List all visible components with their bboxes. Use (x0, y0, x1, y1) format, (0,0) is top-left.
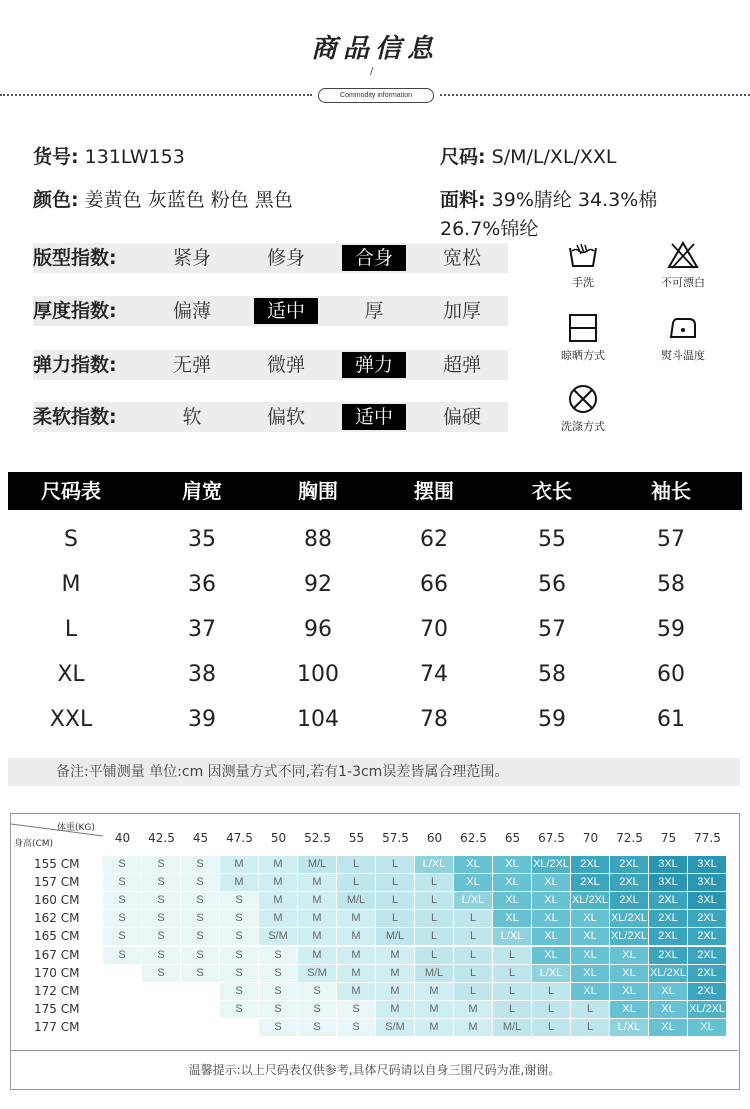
size-cell: S (259, 1019, 297, 1036)
size-table-cell: 57 (538, 617, 566, 642)
size-table-cell: 61 (657, 707, 685, 732)
size-cell: L (454, 910, 492, 927)
height-label: 175 CM (34, 1001, 80, 1016)
size-table-header-cell: 袖长 (651, 479, 691, 503)
size-cell: 2XL (688, 910, 726, 927)
size-cell: XL/2XL (532, 856, 570, 873)
size-cell: S (181, 892, 219, 909)
index-label: 柔软指数: (33, 406, 117, 428)
size-cell: M (337, 928, 375, 945)
size-cell: S (337, 1001, 375, 1018)
size-cell: XL (532, 892, 570, 909)
size-table-cell: 100 (297, 662, 339, 687)
size-cell: XL (454, 874, 492, 891)
height-label: 170 CM (34, 965, 80, 980)
care-label: 不可漂白 (661, 276, 705, 289)
size-cell: M (337, 910, 375, 927)
size-cell: XL (571, 928, 609, 945)
size-cell: S (142, 965, 180, 982)
care-label: 洗涤方式 (561, 420, 605, 433)
size-cell: S (220, 983, 258, 1000)
height-label: 165 CM (34, 929, 80, 944)
size-table-cell: 37 (188, 617, 216, 642)
size-cell: S (298, 1001, 336, 1018)
size-cell: 2XL (610, 856, 648, 873)
page-title: 商品信息 (310, 34, 439, 64)
size-cell: S (220, 928, 258, 945)
index-option: 适中 (342, 404, 406, 430)
size-cell: 3XL (688, 856, 726, 873)
size-cell: XL (610, 947, 648, 964)
size-cell: S (181, 874, 219, 891)
size-table-cell: 39 (188, 707, 216, 732)
size-cell: S (220, 1001, 258, 1018)
size-cell: 3XL (649, 874, 687, 891)
size-cell: M (415, 1001, 453, 1018)
size-cell: XL (610, 1001, 648, 1018)
size-cell: L (337, 856, 375, 873)
size-cell: M (298, 947, 336, 964)
size-cell: S (103, 910, 141, 927)
index-option: 软 (182, 406, 202, 428)
size-cell: S (142, 910, 180, 927)
size-cell: S (142, 947, 180, 964)
size-cell: S (103, 947, 141, 964)
size-cell: XL/2XL (688, 1001, 726, 1018)
size-cell: M (298, 874, 336, 891)
care-iron-temp (648, 313, 718, 363)
size-cell: L/XL (610, 1019, 648, 1036)
size-cell: S (142, 874, 180, 891)
size-cell: M (454, 1019, 492, 1036)
size-cell: XL (610, 965, 648, 982)
size-cell: M (298, 892, 336, 909)
size-cell: L/XL (532, 965, 570, 982)
color-label: 颜色: (33, 189, 79, 211)
size-cell: L (493, 983, 531, 1000)
size-cell: L (454, 965, 492, 982)
size-table-cell: 96 (304, 617, 332, 642)
size-cell: M (220, 874, 258, 891)
size-table-cell: 92 (304, 572, 332, 597)
weight-header: 55 (348, 831, 365, 845)
size-cell: XL (571, 965, 609, 982)
weight-header: 42.5 (148, 831, 175, 845)
size-cell: S (181, 965, 219, 982)
size-cell: S (181, 910, 219, 927)
index-label: 弹力指数: (33, 354, 117, 376)
size-label: 尺码: (440, 146, 486, 168)
size-cell: S (259, 983, 297, 1000)
size-cell: S (103, 892, 141, 909)
size-cell: L/XL (415, 856, 453, 873)
size-table-cell: 55 (538, 527, 566, 552)
size-cell: L (415, 892, 453, 909)
care-label: 熨斗温度 (661, 349, 705, 362)
index-option: 修身 (266, 247, 305, 269)
size-cell: L (376, 910, 414, 927)
size-cell: S (337, 1019, 375, 1036)
index-option: 偏软 (266, 406, 305, 428)
index-label: 厚度指数: (33, 300, 117, 322)
weight-header: 57.5 (382, 831, 409, 845)
size-table-cell: S (64, 527, 78, 552)
size-cell: 2XL (688, 983, 726, 1000)
size-cell: S (142, 892, 180, 909)
height-label: 160 CM (34, 893, 80, 908)
index-row (33, 402, 508, 432)
size-cell: 2XL (610, 874, 648, 891)
size-cell: M/L (415, 965, 453, 982)
size-cell: 2XL (571, 874, 609, 891)
size-cell: M (259, 910, 297, 927)
size-cell: S (142, 856, 180, 873)
size-cell: XL (532, 928, 570, 945)
weight-axis-label: 体重(KG) (57, 823, 95, 833)
wash-method-icon (567, 384, 599, 414)
size-cell: S (103, 856, 141, 873)
size-cell: S (259, 965, 297, 982)
size-cell: XL/2XL (610, 928, 648, 945)
size-cell: XL (532, 947, 570, 964)
fabric-value-line2: 26.7%锦纶 (440, 218, 539, 240)
size-cell: XL/2XL (610, 910, 648, 927)
size-cell: M (337, 965, 375, 982)
size-cell: XL/2XL (649, 965, 687, 982)
height-label: 162 CM (34, 911, 80, 926)
size-cell: XL (610, 983, 648, 1000)
size-cell: S (298, 983, 336, 1000)
size-cell: 3XL (688, 892, 726, 909)
size-cell: XL (571, 947, 609, 964)
size-cell: M/L (298, 856, 336, 873)
size-cell: S (142, 928, 180, 945)
weight-header: 77.5 (694, 831, 721, 845)
weight-header: 75 (660, 831, 677, 845)
size-cell: 3XL (688, 874, 726, 891)
weight-header: 67.5 (538, 831, 565, 845)
index-option: 微弹 (266, 354, 305, 376)
item-number-row (33, 142, 185, 169)
index-option: 偏薄 (172, 300, 211, 322)
size-cell: M/L (493, 1019, 531, 1036)
size-cell: S (103, 928, 141, 945)
size-cell: S (181, 928, 219, 945)
size-cell: XL (571, 910, 609, 927)
size-table-cell: 66 (420, 572, 448, 597)
height-label: 157 CM (34, 875, 80, 890)
subtitle-pill: Commodity information (318, 88, 434, 103)
size-cell: M (376, 983, 414, 1000)
size-cell: M (415, 1019, 453, 1036)
size-table-cell: 36 (188, 572, 216, 597)
size-cell: L (415, 947, 453, 964)
size-cell: 2XL (649, 947, 687, 964)
size-table-cell: 56 (538, 572, 566, 597)
care-wash-method (548, 384, 618, 434)
chart-corner (11, 814, 103, 856)
item-number-value: 131LW153 (84, 146, 185, 168)
right-dotted-divider (440, 94, 750, 96)
size-table-cell: 88 (304, 527, 332, 552)
size-table-cell: 59 (538, 707, 566, 732)
color-value: 姜黄色 灰蓝色 粉色 黑色 (84, 189, 293, 211)
height-label: 167 CM (34, 947, 80, 962)
size-cell: L (415, 910, 453, 927)
size-cell: L (493, 965, 531, 982)
size-table-cell: 60 (657, 662, 685, 687)
size-cell: XL (532, 874, 570, 891)
weight-header: 62.5 (460, 831, 487, 845)
size-table-cell: 35 (188, 527, 216, 552)
size-cell: L (454, 928, 492, 945)
size-table-cell: XXL (49, 707, 93, 732)
size-table-header-cell: 肩宽 (182, 479, 222, 503)
size-cell: S (181, 947, 219, 964)
size-cell: 2XL (610, 892, 648, 909)
fabric-label: 面料: (440, 189, 486, 211)
chart-footer: 温馨提示:以上尺码表仅供参考,具体尺码请以自身三围尺码为准,谢谢。 (11, 1050, 738, 1089)
size-cell: 2XL (688, 965, 726, 982)
size-cell: L (337, 874, 375, 891)
item-number-label: 货号: (33, 146, 79, 168)
left-dotted-divider (0, 94, 312, 96)
size-cell: L (454, 983, 492, 1000)
care-hand-wash (548, 240, 618, 290)
size-cell: L (571, 1001, 609, 1018)
index-row (33, 296, 508, 326)
weight-header: 50 (270, 831, 287, 845)
size-cell: XL (688, 1019, 726, 1036)
size-cell: XL (649, 1001, 687, 1018)
size-cell: M (298, 928, 336, 945)
index-option: 宽松 (442, 247, 481, 269)
size-table-cell: 58 (657, 572, 685, 597)
no-bleach-icon (666, 240, 700, 270)
size-table-cell: 74 (420, 662, 448, 687)
size-cell: XL (493, 910, 531, 927)
fabric-row (440, 185, 657, 212)
size-table-cell: 104 (297, 707, 339, 732)
size-cell: S (220, 892, 258, 909)
height-axis-label: 身高(CM) (14, 839, 54, 849)
measurement-note (8, 758, 740, 786)
index-row (33, 243, 508, 273)
size-table-header-cell: 胸围 (298, 479, 338, 503)
size-cell: XL (649, 1019, 687, 1036)
size-table-cell: 38 (188, 662, 216, 687)
index-option: 超弹 (442, 354, 481, 376)
size-cell: 2XL (688, 928, 726, 945)
size-cell: 2XL (649, 910, 687, 927)
index-option: 适中 (254, 298, 318, 324)
size-cell: 3XL (649, 856, 687, 873)
weight-header: 40 (114, 831, 131, 845)
weight-header: 72.5 (616, 831, 643, 845)
weight-header: 52.5 (304, 831, 331, 845)
size-cell: L (493, 1001, 531, 1018)
title-slash: / (370, 66, 374, 77)
size-cell: S/M (298, 965, 336, 982)
care-label: 晾晒方式 (561, 349, 605, 362)
size-cell: 2XL (688, 947, 726, 964)
size-cell: L (376, 856, 414, 873)
size-cell: S (259, 947, 297, 964)
size-cell: S (220, 965, 258, 982)
size-cell: M/L (376, 928, 414, 945)
size-cell: 2XL (649, 892, 687, 909)
size-cell: XL (493, 892, 531, 909)
size-cell: S (259, 1001, 297, 1018)
size-cell: S (181, 856, 219, 873)
size-cell: XL (454, 856, 492, 873)
size-cell: 2XL (571, 856, 609, 873)
care-dry-method (548, 313, 618, 363)
size-cell: L (532, 1019, 570, 1036)
size-cell: S (220, 947, 258, 964)
size-cell: S/M (376, 1019, 414, 1036)
index-option: 厚 (364, 300, 384, 322)
size-table-cell: 58 (538, 662, 566, 687)
size-cell: L (376, 874, 414, 891)
size-cell: M (376, 947, 414, 964)
hand-wash-icon (567, 240, 599, 270)
size-cell: M (220, 856, 258, 873)
fabric-value-line1: 39%腈纶 34.3%棉 (491, 189, 658, 211)
size-cell: L/XL (454, 892, 492, 909)
size-cell: M (376, 965, 414, 982)
care-label: 手洗 (572, 276, 594, 289)
index-row (33, 350, 508, 380)
weight-header: 45 (192, 831, 209, 845)
index-option: 无弹 (172, 354, 211, 376)
size-cell: S (298, 1019, 336, 1036)
size-cell: M (298, 910, 336, 927)
index-option: 合身 (342, 245, 406, 271)
size-cell: L (532, 983, 570, 1000)
measurement-note-text: 备注:平铺测量 单位:cm 因测量方式不同,若有1-3cm误差皆属合理范围。 (56, 764, 509, 780)
height-label: 172 CM (34, 983, 80, 998)
index-option: 紧身 (172, 247, 211, 269)
weight-header: 65 (504, 831, 521, 845)
size-cell: L (532, 1001, 570, 1018)
index-option: 偏硬 (442, 406, 481, 428)
height-label: 155 CM (34, 857, 80, 871)
size-cell: XL (649, 983, 687, 1000)
weight-header: 47.5 (226, 831, 253, 845)
size-cell: L (454, 947, 492, 964)
size-cell: XL/2XL (571, 892, 609, 909)
color-row (33, 185, 293, 212)
height-label: 177 CM (34, 1019, 80, 1034)
size-table-cell: 57 (657, 527, 685, 552)
weight-header: 70 (582, 831, 599, 845)
size-cell: XL (493, 874, 531, 891)
size-cell: XL (493, 856, 531, 873)
size-cell: S (220, 910, 258, 927)
size-table-cell: L (64, 617, 78, 642)
size-cell: M (454, 1001, 492, 1018)
size-table-cell: XL (57, 662, 85, 687)
size-cell: M (259, 856, 297, 873)
size-cell: S (103, 874, 141, 891)
size-cell: L (376, 892, 414, 909)
size-table-header-cell: 尺码表 (41, 479, 101, 503)
index-label: 版型指数: (33, 247, 117, 269)
size-value: S/M/L/XL/XXL (491, 146, 617, 168)
weight-header: 60 (426, 831, 443, 845)
size-cell: S/M (259, 928, 297, 945)
size-cell: L (493, 947, 531, 964)
size-table-header (8, 472, 742, 510)
size-table-header-cell: 衣长 (532, 479, 572, 503)
size-cell: XL (532, 910, 570, 927)
size-cell: M (337, 947, 375, 964)
size-cell: M (337, 983, 375, 1000)
size-table-header-cell: 摆围 (414, 479, 454, 503)
size-table-cell: 59 (657, 617, 685, 642)
size-row (440, 142, 617, 169)
size-cell: M (259, 892, 297, 909)
size-cell: M (259, 874, 297, 891)
care-no-bleach (648, 240, 718, 290)
size-cell: M/L (337, 892, 375, 909)
size-cell: L/XL (493, 928, 531, 945)
size-cell: M (376, 1001, 414, 1018)
size-table-cell: 70 (420, 617, 448, 642)
size-cell: L (415, 874, 453, 891)
size-cell: L (571, 1019, 609, 1036)
size-table-cell: 78 (420, 707, 448, 732)
size-cell: XL (571, 983, 609, 1000)
size-table-cell: 62 (420, 527, 448, 552)
iron-temp-icon (666, 313, 700, 343)
size-cell: 2XL (649, 928, 687, 945)
index-option: 加厚 (442, 300, 481, 322)
index-option: 弹力 (342, 352, 406, 378)
size-cell: M (415, 983, 453, 1000)
size-cell: L (415, 928, 453, 945)
size-table-cell: M (61, 572, 81, 597)
dry-method-icon (567, 313, 599, 343)
